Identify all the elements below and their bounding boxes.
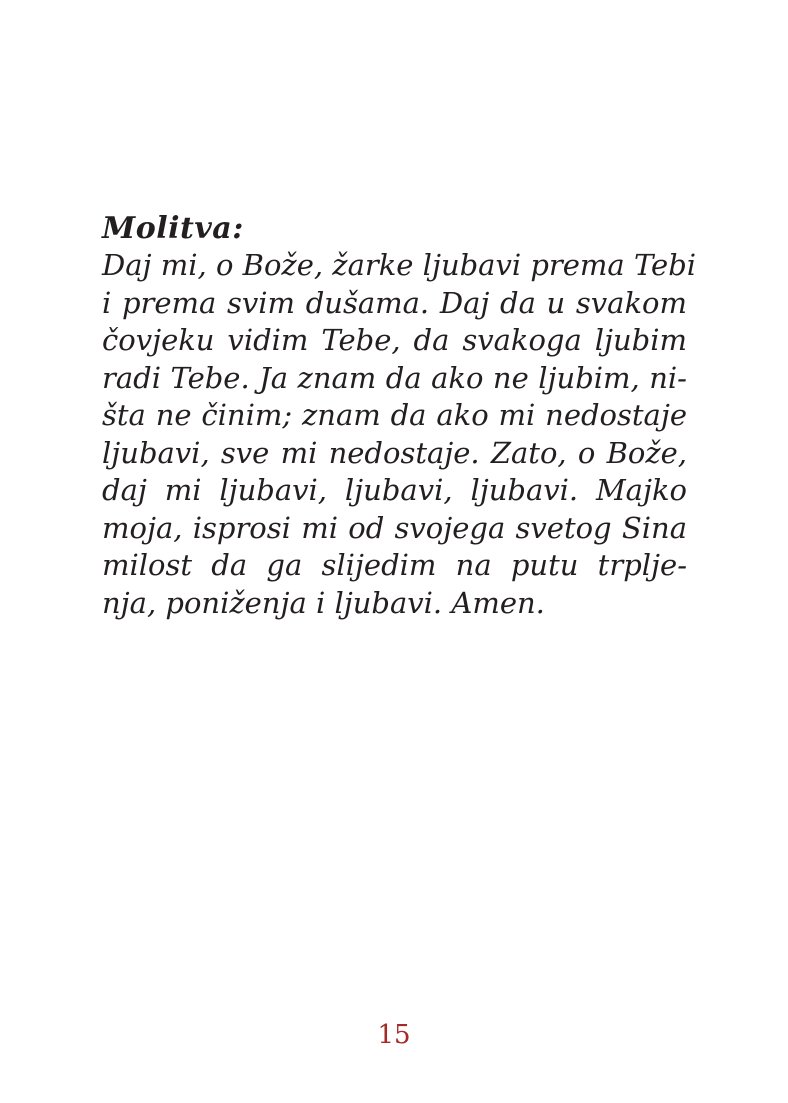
prayer-text-block	[102, 210, 697, 622]
prayer-line: nja, poniženja i ljubavi. Amen.	[102, 585, 545, 620]
prayer-line: daj mi ljubavi, ljubavi, ljubavi. Majko	[102, 473, 687, 507]
prayer-body	[102, 247, 697, 622]
prayer-line: radi Tebe. Ja znam da ako ne ljubim, ni-	[102, 360, 687, 395]
prayer-heading: Molitva:	[102, 211, 244, 246]
prayer-line: milost da ga slijedim na putu trplje-	[102, 548, 687, 582]
prayer-line: moja, isprosi mi od svojega svetog Sina	[102, 510, 687, 545]
page-number: 15	[377, 1020, 411, 1050]
prayer-line: čovjeku vidim Tebe, da svakoga ljubim	[102, 323, 687, 357]
prayer-line: i prema svim dušama. Daj da u svakom	[102, 285, 687, 320]
prayer-line: Daj mi, o Bože, žarke ljubavi prema Tebi	[102, 248, 697, 282]
prayer-line: šta ne činim; znam da ako mi nedostaje	[102, 398, 687, 432]
prayer-line: ljubavi, sve mi nedostaje. Zato, o Bože,	[102, 435, 687, 470]
